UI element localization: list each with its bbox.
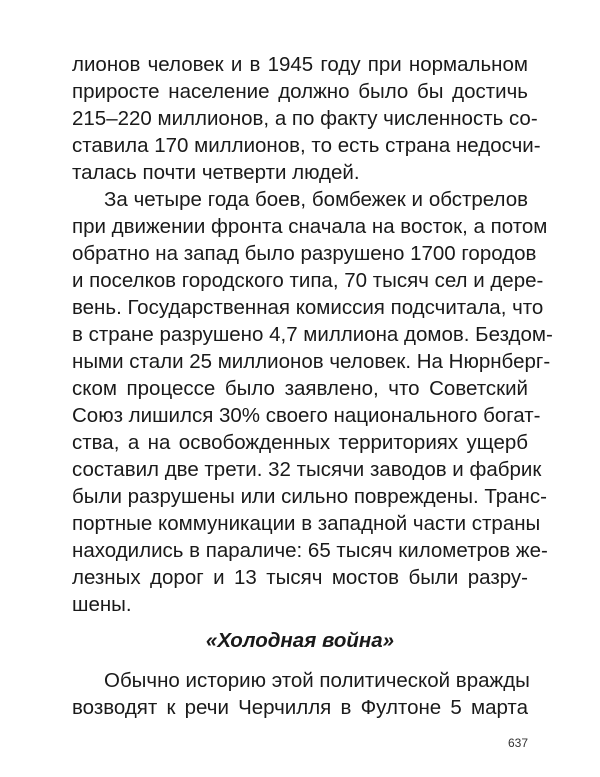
paragraph-2-line-13: портные коммуникации в западной части страны — [72, 512, 541, 535]
paragraph-2-line-4: и поселков городского типа, 70 тысяч сел и дере- — [72, 269, 544, 292]
paragraph-1-line-1: лионов человек и в 1945 году при нормальном — [72, 53, 528, 76]
paragraph-1-line-3: 215–220 миллионов, а по факту численность со- — [72, 107, 538, 130]
paragraph-2-line-1: За четыре года боев, бомбежек и обстрелов — [104, 188, 528, 211]
paragraph-1-line-5: талась почти четверти людей. — [72, 161, 360, 184]
paragraph-2-line-6: в стране разрушено 4,7 миллиона домов. Бездом- — [72, 323, 553, 346]
paragraph-2-line-8: ском процессе было заявлено, что Советский — [72, 377, 528, 400]
page-number: 637 — [507, 736, 528, 750]
paragraph-2-line-11: составил две трети. 32 тысячи заводов и фабрик — [72, 458, 542, 481]
paragraph-2-line-12: были разрушены или сильно повреждены. Транс- — [72, 485, 547, 508]
paragraph-2-line-10: ства, а на освобожденных территориях ущерб — [72, 431, 528, 454]
paragraph-1-line-2: приросте население должно было бы достичь — [72, 80, 528, 103]
paragraph-2-line-3: обратно на запад было разрушено 1700 городов — [72, 242, 537, 265]
paragraph-2-line-14: находились в параличе: 65 тысяч километров же- — [72, 539, 548, 562]
closing-paragraph-line-2: возводят к речи Черчилля в Фултоне 5 марта — [72, 696, 528, 719]
section-heading: «Холодная война» — [205, 629, 395, 652]
closing-paragraph-line-1: Обычно историю этой политической вражды — [104, 669, 530, 692]
paragraph-2-line-15: лезных дорог и 13 тысяч мостов были разру- — [72, 566, 528, 589]
paragraph-2-line-7: ными стали 25 миллионов человек. На Нюрнберг- — [72, 350, 551, 373]
paragraph-2-line-2: при движении фронта сначала на восток, а потом — [72, 215, 548, 238]
paragraph-1-line-4: ставила 170 миллионов, то есть страна недосчи- — [72, 134, 541, 157]
paragraph-2-line-5: вень. Государственная комиссия подсчитала, что — [72, 296, 544, 319]
paragraph-2-line-16: шены. — [72, 593, 132, 616]
paragraph-2-line-9: Союз лишился 30% своего национального богат- — [72, 404, 541, 427]
